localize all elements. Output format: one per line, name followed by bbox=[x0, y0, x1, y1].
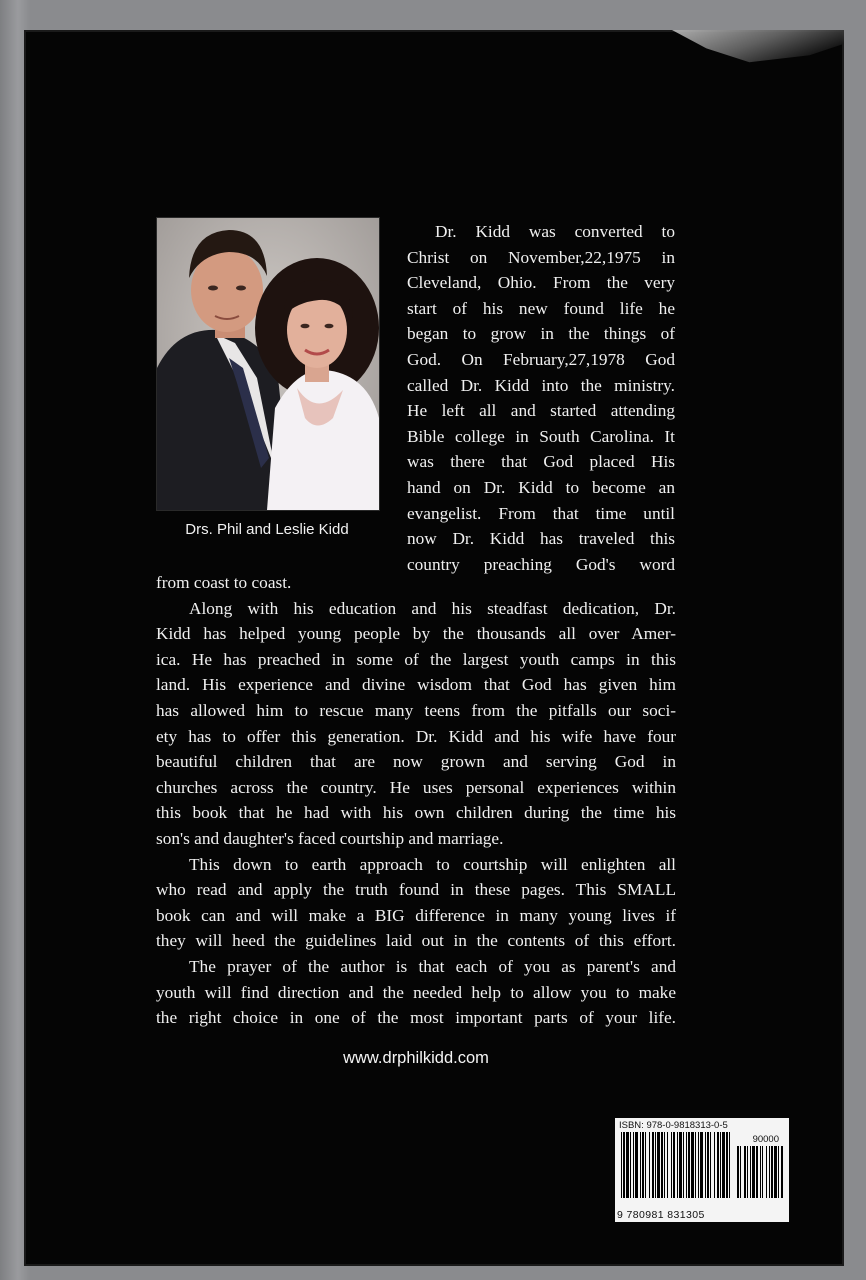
bio-line: land. His experience and divine wisdom that God has given him bbox=[156, 675, 676, 695]
barcode-bar bbox=[722, 1132, 725, 1198]
bio-line: from coast to coast. bbox=[156, 573, 292, 592]
barcode-bar bbox=[645, 1132, 646, 1198]
bio-line: beautiful children that are now grown and serving God in bbox=[156, 752, 676, 772]
barcode-bar bbox=[771, 1146, 773, 1198]
bio-line: has allowed him to rescue many teens from the pitfalls our soci- bbox=[156, 700, 676, 720]
barcode-bar bbox=[756, 1146, 758, 1198]
barcode-bar bbox=[679, 1132, 682, 1198]
barcode-digits: 9 780981 831305 bbox=[617, 1209, 705, 1221]
barcode-bars bbox=[619, 1132, 785, 1208]
website-url: www.drphilkidd.com bbox=[343, 1049, 489, 1067]
barcode-bar bbox=[673, 1132, 675, 1198]
bio-line: Cleveland, Ohio. From the very bbox=[407, 273, 675, 293]
bio-line: evangelist. From that time until bbox=[407, 503, 675, 523]
barcode-bar bbox=[655, 1132, 656, 1198]
bio-line: Along with his education and his steadfast dedication, Dr. bbox=[189, 598, 676, 618]
bio-line: youth will find direction and the needed help to allow you to make bbox=[156, 982, 676, 1002]
barcode-bar bbox=[714, 1132, 715, 1198]
barcode-bar bbox=[762, 1146, 763, 1198]
barcode-bar bbox=[683, 1132, 684, 1198]
bio-line: the right choice in one of the most important parts of your life. bbox=[156, 1008, 676, 1028]
barcode-bar bbox=[740, 1146, 741, 1198]
barcode-bar bbox=[750, 1146, 751, 1198]
barcode-bar bbox=[744, 1146, 746, 1198]
bio-line: now Dr. Kidd has traveled this bbox=[407, 529, 675, 549]
barcode-bar bbox=[726, 1132, 728, 1198]
bio-intro-column bbox=[407, 219, 675, 577]
bio-line: This down to earth approach to courtship will enlighten all bbox=[189, 854, 676, 874]
bio-line: God. On February,27,1978 God bbox=[407, 349, 675, 369]
bio-line: country preaching God's word bbox=[407, 554, 675, 574]
barcode-bar bbox=[649, 1132, 650, 1198]
bio-line: son's and daughter's faced courtship and marriage. bbox=[156, 828, 504, 848]
bio-body bbox=[156, 570, 676, 1031]
barcode-bar bbox=[778, 1146, 779, 1198]
barcode-bar bbox=[642, 1132, 644, 1198]
barcode-bar bbox=[686, 1132, 687, 1198]
price-code: 90000 bbox=[752, 1134, 779, 1145]
isbn-barcode bbox=[615, 1118, 789, 1222]
bio-line: ety has to offer this generation. Dr. Kidd and his wife have four bbox=[156, 726, 676, 746]
bio-line: began to grow in the things of bbox=[407, 324, 675, 344]
barcode-bar bbox=[747, 1146, 748, 1198]
barcode-bar bbox=[760, 1146, 761, 1198]
author-photo bbox=[156, 217, 380, 511]
barcode-bar bbox=[677, 1132, 678, 1198]
barcode-bar bbox=[657, 1132, 660, 1198]
bio-line: Christ on November,22,1975 in bbox=[407, 247, 675, 267]
bio-line: this book that he had with his own children during the time his bbox=[156, 803, 676, 823]
isbn-label: ISBN: 978-0-9818313-0-5 bbox=[619, 1120, 728, 1131]
barcode-bar bbox=[695, 1132, 696, 1198]
barcode-bar bbox=[671, 1132, 672, 1198]
barcode-bar bbox=[774, 1146, 777, 1198]
barcode-bar bbox=[691, 1132, 694, 1198]
barcode-bar bbox=[700, 1132, 703, 1198]
bio-line: The prayer of the author is that each of you as parent's and bbox=[189, 956, 676, 976]
bio-line: called Dr. Kidd into the ministry. bbox=[407, 375, 675, 395]
bio-line: hand on Dr. Kidd to become an bbox=[407, 477, 675, 497]
barcode-bar bbox=[737, 1146, 739, 1198]
barcode-bar bbox=[664, 1132, 665, 1198]
bio-line: churches across the country. He uses personal experiences within bbox=[156, 777, 676, 797]
bio-line: start of his new found life he bbox=[407, 298, 675, 318]
barcode-bar bbox=[652, 1132, 654, 1198]
barcode-bar bbox=[781, 1146, 783, 1198]
barcode-bar bbox=[707, 1132, 709, 1198]
bio-line: they will heed the guidelines laid out in the contents of this effort. bbox=[156, 931, 676, 951]
bio-line: Dr. Kidd was converted to bbox=[435, 222, 675, 241]
photo-caption: Drs. Phil and Leslie Kidd bbox=[185, 521, 349, 538]
bio-line: He left all and started attending bbox=[407, 401, 675, 421]
bio-line: ica. He has preached in some of the largest youth camps in this bbox=[156, 649, 676, 669]
barcode-bar bbox=[688, 1132, 690, 1198]
barcode-bar bbox=[710, 1132, 711, 1198]
barcode-bar bbox=[720, 1132, 721, 1198]
barcode-bar bbox=[621, 1132, 622, 1198]
barcode-bar bbox=[623, 1132, 625, 1198]
barcode-bar bbox=[717, 1132, 719, 1198]
barcode-bar bbox=[667, 1132, 668, 1198]
barcode-bar bbox=[766, 1146, 767, 1198]
barcode-bar bbox=[633, 1132, 634, 1198]
barcode-bar bbox=[752, 1146, 755, 1198]
bio-line: book can and will make a BIG difference in many young lives if bbox=[156, 905, 676, 925]
barcode-bar bbox=[698, 1132, 699, 1198]
bio-line: was there that God placed His bbox=[407, 452, 675, 472]
bio-line: Kidd has helped young people by the thousands all over Amer- bbox=[156, 624, 676, 644]
barcode-bar bbox=[661, 1132, 663, 1198]
barcode-bar bbox=[635, 1132, 638, 1198]
barcode-bar bbox=[769, 1146, 770, 1198]
barcode-bar bbox=[729, 1132, 730, 1198]
barcode-bar bbox=[626, 1132, 629, 1198]
barcode-bar bbox=[640, 1132, 641, 1198]
bio-line: who read and apply the truth found in these pages. This SMALL bbox=[156, 880, 676, 900]
bio-line: Bible college in South Carolina. It bbox=[407, 426, 675, 446]
barcode-bar bbox=[705, 1132, 706, 1198]
barcode-bar bbox=[630, 1132, 631, 1198]
